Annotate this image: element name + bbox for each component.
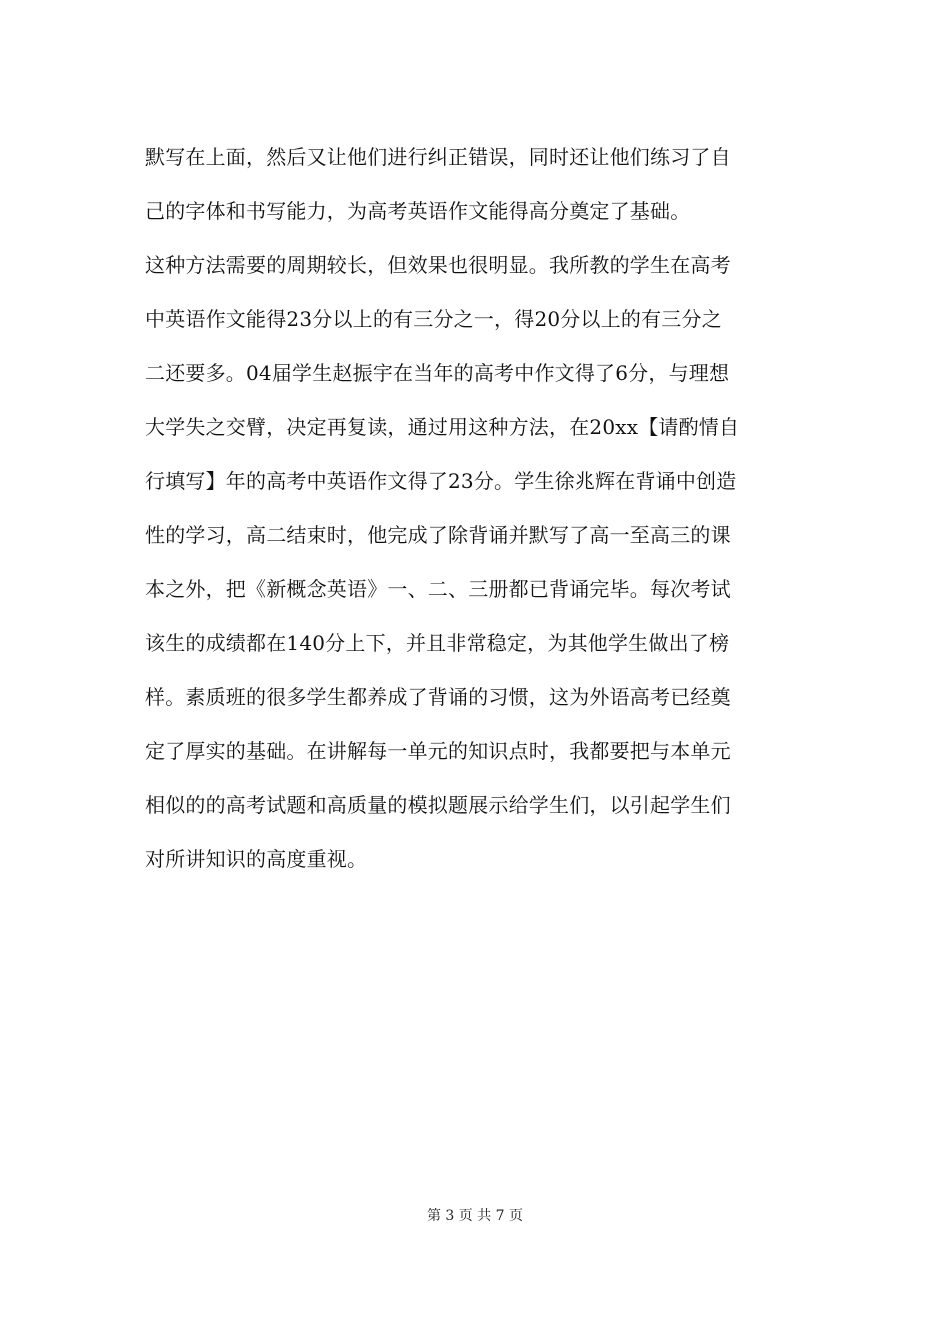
text-line: 中英语作文能得23分以上的有三分之一，得20分以上的有三分之 bbox=[145, 307, 722, 331]
text-line: 本之外，把《新概念英语》一、二、三册都已背诵完毕。每次考试 bbox=[145, 577, 731, 601]
body-text bbox=[145, 130, 825, 886]
text-line: 默写在上面，然后又让他们进行纠正错误，同时还让他们练习了自 bbox=[145, 145, 731, 169]
text-line: 样。素质班的很多学生都养成了背诵的习惯，这为外语高考已经奠 bbox=[145, 685, 731, 709]
text-line: 行填写】年的高考中英语作文得了23分。学生徐兆辉在背诵中创造 bbox=[145, 469, 737, 493]
text-line: 这种方法需要的周期较长，但效果也很明显。我所教的学生在高考 bbox=[145, 253, 731, 277]
text-line: 己的字体和书写能力，为高考英语作文能得高分奠定了基础。 bbox=[145, 199, 691, 223]
text-line: 定了厚实的基础。在讲解每一单元的知识点时，我都要把与本单元 bbox=[145, 739, 731, 763]
text-line: 二还要多。04届学生赵振宇在当年的高考中作文得了6分，与理想 bbox=[145, 361, 730, 385]
text-line: 性的学习，高二结束时，他完成了除背诵并默写了高一至高三的课 bbox=[145, 523, 731, 547]
text-line: 该生的成绩都在140分上下，并且非常稳定，为其他学生做出了榜 bbox=[145, 631, 730, 655]
text-line: 相似的的高考试题和高质量的模拟题展示给学生们，以引起学生们 bbox=[145, 793, 731, 817]
text-line: 大学失之交臂，决定再复读，通过用这种方法，在20xx【请酌情自 bbox=[145, 415, 740, 439]
text-line: 对所讲知识的高度重视。 bbox=[145, 847, 368, 871]
page-number-footer: 第 3 页 共 7 页 bbox=[426, 1208, 524, 1224]
